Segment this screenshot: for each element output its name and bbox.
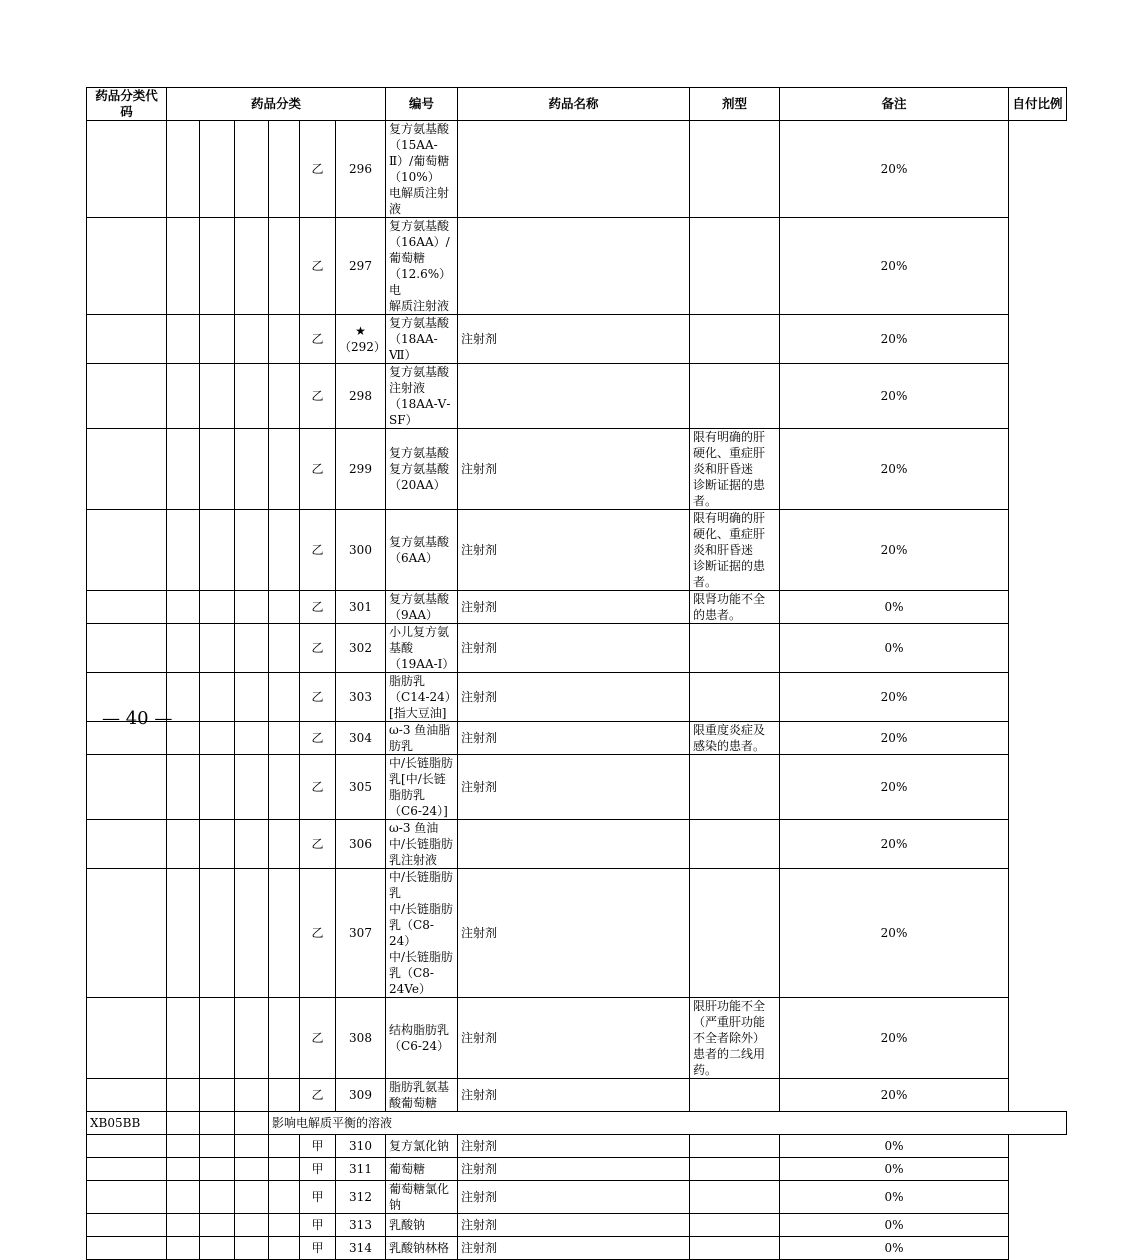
table-row (87, 624, 1067, 673)
class-cell: 乙 (300, 755, 336, 820)
category-level-cell (269, 1079, 300, 1112)
ratio-cell: 0% (780, 1158, 1009, 1181)
table-row (87, 364, 1067, 429)
category-level-cell (167, 429, 200, 510)
dosage-form-cell: 注射剂 (458, 1181, 690, 1214)
number-cell: 304 (336, 722, 386, 755)
dosage-form-cell (458, 364, 690, 429)
category-level-cell (200, 722, 235, 755)
dosage-form-cell: 注射剂 (458, 591, 690, 624)
category-level-cell (235, 755, 269, 820)
table-row (87, 1158, 1067, 1181)
ratio-cell: 20% (780, 722, 1009, 755)
header-number: 编号 (386, 88, 458, 121)
code-cell (87, 1181, 167, 1214)
category-level-cell (200, 998, 235, 1079)
dosage-form-cell: 注射剂 (458, 998, 690, 1079)
dosage-form-cell: 注射剂 (458, 869, 690, 998)
category-level-cell (235, 218, 269, 315)
ratio-cell: 0% (780, 1135, 1009, 1158)
code-cell (87, 820, 167, 869)
table-row (87, 315, 1067, 364)
note-cell (690, 1079, 780, 1112)
note-cell (690, 364, 780, 429)
number-cell: 296 (336, 121, 386, 218)
header-name: 药品名称 (458, 88, 690, 121)
ratio-cell: 20% (780, 218, 1009, 315)
ratio-cell: 0% (780, 1237, 1009, 1260)
table-row (87, 998, 1067, 1079)
note-cell (690, 315, 780, 364)
category-level-cell (235, 673, 269, 722)
category-level-cell (269, 722, 300, 755)
dosage-form-cell (458, 121, 690, 218)
drug-name-cell: 结构脂肪乳（C6-24） (386, 998, 458, 1079)
category-level-cell (269, 820, 300, 869)
number-cell: 302 (336, 624, 386, 673)
ratio-cell: 20% (780, 1079, 1009, 1112)
category-level-cell (235, 820, 269, 869)
category-level-cell (269, 1158, 300, 1181)
category-level-cell (200, 1181, 235, 1214)
note-cell (690, 1158, 780, 1181)
table-row (87, 510, 1067, 591)
drug-name-cell: ω-3 鱼油脂肪乳 (386, 722, 458, 755)
page-number: — 40 — (102, 708, 173, 729)
category-level-cell (269, 364, 300, 429)
category-level-cell (167, 1181, 200, 1214)
ratio-cell: 0% (780, 1214, 1009, 1237)
category-level-cell (235, 1237, 269, 1260)
number-cell: 308 (336, 998, 386, 1079)
note-cell (690, 1181, 780, 1214)
category-level-cell (167, 218, 200, 315)
category-level-cell (235, 121, 269, 218)
drug-name-cell: 复方氨基酸 复方氨基酸（20AA） (386, 429, 458, 510)
category-level-cell (200, 364, 235, 429)
category-level-cell (235, 998, 269, 1079)
dosage-form-cell: 注射剂 (458, 429, 690, 510)
table-row (87, 673, 1067, 722)
category-level-cell (167, 121, 200, 218)
ratio-cell: 20% (780, 673, 1009, 722)
category-level-cell (235, 1158, 269, 1181)
number-cell: 312 (336, 1181, 386, 1214)
category-level-cell (167, 624, 200, 673)
class-cell: 乙 (300, 624, 336, 673)
table-row (87, 121, 1067, 218)
category-level-cell (167, 1158, 200, 1181)
table-row (87, 429, 1067, 510)
drug-name-cell: 复方氨基酸（18AA-Ⅶ） (386, 315, 458, 364)
code-cell (87, 1079, 167, 1112)
number-cell: 298 (336, 364, 386, 429)
header-code: 药品分类代码 (87, 88, 167, 121)
number-cell: 307 (336, 869, 386, 998)
number-cell: 309 (336, 1079, 386, 1112)
class-cell: 乙 (300, 869, 336, 998)
drug-name-cell: 中/长链脂肪乳 中/长链脂肪乳（C8-24） 中/长链脂肪乳（C8-24Ve） (386, 869, 458, 998)
number-cell: 299 (336, 429, 386, 510)
drug-name-cell: 复方氨基酸（16AA）/葡萄糖（12.6%）电 解质注射液 (386, 218, 458, 315)
note-cell (690, 673, 780, 722)
class-cell: 甲 (300, 1214, 336, 1237)
code-cell (87, 1237, 167, 1260)
number-cell: 303 (336, 673, 386, 722)
category-level-cell (200, 755, 235, 820)
header-note: 备注 (780, 88, 1009, 121)
category-level-cell (269, 429, 300, 510)
category-level-cell (269, 591, 300, 624)
category-level-cell (200, 218, 235, 315)
category-level-cell (235, 1214, 269, 1237)
category-level-cell (269, 1237, 300, 1260)
dosage-form-cell: 注射剂 (458, 755, 690, 820)
note-cell (690, 218, 780, 315)
class-cell: 乙 (300, 820, 336, 869)
note-cell (690, 1135, 780, 1158)
number-cell: 306 (336, 820, 386, 869)
class-cell: 乙 (300, 722, 336, 755)
category-level-cell (269, 1135, 300, 1158)
class-cell: 乙 (300, 364, 336, 429)
category-level-cell (167, 315, 200, 364)
table-row (87, 1079, 1067, 1112)
number-cell: 297 (336, 218, 386, 315)
category-level-cell (167, 1237, 200, 1260)
note-cell (690, 820, 780, 869)
category-level-cell (200, 624, 235, 673)
category-level-cell (200, 1158, 235, 1181)
category-level-cell (167, 869, 200, 998)
dosage-form-cell: 注射剂 (458, 624, 690, 673)
class-cell: 甲 (300, 1135, 336, 1158)
table-row (87, 820, 1067, 869)
drug-name-cell: 复方氨基酸（9AA） (386, 591, 458, 624)
category-level-cell (167, 1135, 200, 1158)
table-row (87, 1214, 1067, 1237)
dosage-form-cell: 注射剂 (458, 510, 690, 591)
note-cell: 限肾功能不全的患者。 (690, 591, 780, 624)
category-level-cell (235, 510, 269, 591)
note-cell (690, 624, 780, 673)
ratio-cell: 20% (780, 315, 1009, 364)
note-cell: 限重度炎症及感染的患者。 (690, 722, 780, 755)
header-category: 药品分类 (167, 88, 386, 121)
table-row (87, 1181, 1067, 1214)
category-level-cell (235, 869, 269, 998)
ratio-cell: 20% (780, 755, 1009, 820)
category-level-cell (200, 1135, 235, 1158)
category-level-cell (269, 315, 300, 364)
note-cell (690, 1214, 780, 1237)
class-cell: 乙 (300, 510, 336, 591)
code-cell (87, 218, 167, 315)
drug-name-cell: 葡萄糖氯化钠 (386, 1181, 458, 1214)
ratio-cell: 20% (780, 121, 1009, 218)
note-cell: 限有明确的肝硬化、重症肝炎和肝昏迷 诊断证据的患者。 (690, 510, 780, 591)
drug-name-cell: 复方氨基酸（6AA） (386, 510, 458, 591)
note-cell: 限有明确的肝硬化、重症肝炎和肝昏迷 诊断证据的患者。 (690, 429, 780, 510)
header-ratio: 自付比例 (1009, 88, 1067, 121)
number-cell: ★（292） (336, 315, 386, 364)
class-cell: 乙 (300, 591, 336, 624)
section-code: XB05BB (87, 1112, 167, 1135)
category-level-cell (167, 510, 200, 591)
drug-name-cell: 复方氨基酸注射液（18AA-Ⅴ-SF） (386, 364, 458, 429)
category-level-cell (269, 624, 300, 673)
code-cell (87, 869, 167, 998)
dosage-form-cell: 注射剂 (458, 722, 690, 755)
header-row (87, 88, 1067, 121)
category-level-cell (200, 1237, 235, 1260)
category-level-cell (167, 1112, 200, 1135)
category-level-cell (235, 315, 269, 364)
category-level-cell (200, 510, 235, 591)
category-level-cell (167, 364, 200, 429)
ratio-cell: 0% (780, 624, 1009, 673)
drug-table (86, 87, 1067, 1260)
category-level-cell (167, 755, 200, 820)
table-row (87, 591, 1067, 624)
code-cell (87, 429, 167, 510)
number-cell: 314 (336, 1237, 386, 1260)
code-cell (87, 364, 167, 429)
category-level-cell (200, 121, 235, 218)
category-level-cell (200, 1079, 235, 1112)
category-level-cell (269, 1181, 300, 1214)
note-cell (690, 1237, 780, 1260)
ratio-cell: 20% (780, 820, 1009, 869)
category-level-cell (235, 1135, 269, 1158)
number-cell: 310 (336, 1135, 386, 1158)
dosage-form-cell: 注射剂 (458, 1237, 690, 1260)
category-level-cell (167, 1214, 200, 1237)
ratio-cell: 20% (780, 510, 1009, 591)
class-cell: 甲 (300, 1181, 336, 1214)
code-cell (87, 121, 167, 218)
category-level-cell (235, 429, 269, 510)
section-row (87, 1112, 1067, 1135)
category-level-cell (167, 1079, 200, 1112)
category-level-cell (235, 624, 269, 673)
note-cell (690, 121, 780, 218)
category-level-cell (235, 591, 269, 624)
code-cell (87, 755, 167, 820)
category-level-cell (200, 315, 235, 364)
ratio-cell: 0% (780, 1181, 1009, 1214)
note-cell (690, 755, 780, 820)
drug-name-cell: 乳酸钠林格 (386, 1237, 458, 1260)
header-form: 剂型 (690, 88, 780, 121)
category-level-cell (200, 820, 235, 869)
class-cell: 乙 (300, 218, 336, 315)
class-cell: 乙 (300, 673, 336, 722)
category-level-cell (235, 1181, 269, 1214)
number-cell: 301 (336, 591, 386, 624)
ratio-cell: 20% (780, 998, 1009, 1079)
category-level-cell (167, 820, 200, 869)
category-level-cell (200, 429, 235, 510)
class-cell: 乙 (300, 429, 336, 510)
drug-name-cell: 中/长链脂肪乳[中/长链脂肪乳（C6-24）] (386, 755, 458, 820)
code-cell (87, 510, 167, 591)
class-cell: 甲 (300, 1237, 336, 1260)
category-level-cell (269, 510, 300, 591)
category-level-cell (235, 1079, 269, 1112)
category-level-cell (269, 121, 300, 218)
dosage-form-cell (458, 820, 690, 869)
table-row (87, 755, 1067, 820)
category-level-cell (269, 869, 300, 998)
drug-name-cell: 乳酸钠 (386, 1214, 458, 1237)
category-level-cell (269, 673, 300, 722)
number-cell: 311 (336, 1158, 386, 1181)
ratio-cell: 0% (780, 591, 1009, 624)
category-level-cell (269, 1214, 300, 1237)
table-row (87, 1237, 1067, 1260)
class-cell: 乙 (300, 1079, 336, 1112)
dosage-form-cell (458, 218, 690, 315)
drug-name-cell: 脂肪乳氨基酸葡萄糖 (386, 1079, 458, 1112)
category-level-cell (167, 591, 200, 624)
category-level-cell (269, 218, 300, 315)
code-cell (87, 1214, 167, 1237)
code-cell (87, 998, 167, 1079)
table-row (87, 869, 1067, 998)
section-title: 影响电解质平衡的溶液 (269, 1112, 1067, 1135)
category-level-cell (235, 364, 269, 429)
code-cell (87, 315, 167, 364)
code-cell (87, 624, 167, 673)
dosage-form-cell: 注射剂 (458, 1158, 690, 1181)
table-row (87, 218, 1067, 315)
code-cell (87, 1135, 167, 1158)
ratio-cell: 20% (780, 364, 1009, 429)
table-row (87, 1135, 1067, 1158)
category-level-cell (269, 998, 300, 1079)
ratio-cell: 20% (780, 869, 1009, 998)
dosage-form-cell: 注射剂 (458, 1079, 690, 1112)
note-cell: 限肝功能不全（严重肝功能不全者除外） 患者的二线用药。 (690, 998, 780, 1079)
table-row (87, 722, 1067, 755)
drug-name-cell: 复方氨基酸（15AA-Ⅱ）/葡萄糖（10%） 电解质注射液 (386, 121, 458, 218)
number-cell: 300 (336, 510, 386, 591)
class-cell: 乙 (300, 121, 336, 218)
drug-name-cell: 复方氯化钠 (386, 1135, 458, 1158)
class-cell: 乙 (300, 315, 336, 364)
category-level-cell (200, 673, 235, 722)
number-cell: 313 (336, 1214, 386, 1237)
drug-name-cell: ω-3 鱼油中/长链脂肪乳注射液 (386, 820, 458, 869)
category-level-cell (200, 869, 235, 998)
class-cell: 甲 (300, 1158, 336, 1181)
category-level-cell (200, 1112, 235, 1135)
dosage-form-cell: 注射剂 (458, 673, 690, 722)
drug-name-cell: 脂肪乳（C14-24）[指大豆油] (386, 673, 458, 722)
category-level-cell (167, 998, 200, 1079)
category-level-cell (200, 591, 235, 624)
number-cell: 305 (336, 755, 386, 820)
category-level-cell (235, 722, 269, 755)
class-cell: 乙 (300, 998, 336, 1079)
category-level-cell (235, 1112, 269, 1135)
category-level-cell (200, 1214, 235, 1237)
dosage-form-cell: 注射剂 (458, 1214, 690, 1237)
drug-name-cell: 小儿复方氨基酸（19AA-Ⅰ） (386, 624, 458, 673)
dosage-form-cell: 注射剂 (458, 1135, 690, 1158)
code-cell (87, 1158, 167, 1181)
drug-name-cell: 葡萄糖 (386, 1158, 458, 1181)
note-cell (690, 869, 780, 998)
category-level-cell (269, 755, 300, 820)
ratio-cell: 20% (780, 429, 1009, 510)
dosage-form-cell: 注射剂 (458, 315, 690, 364)
code-cell (87, 591, 167, 624)
